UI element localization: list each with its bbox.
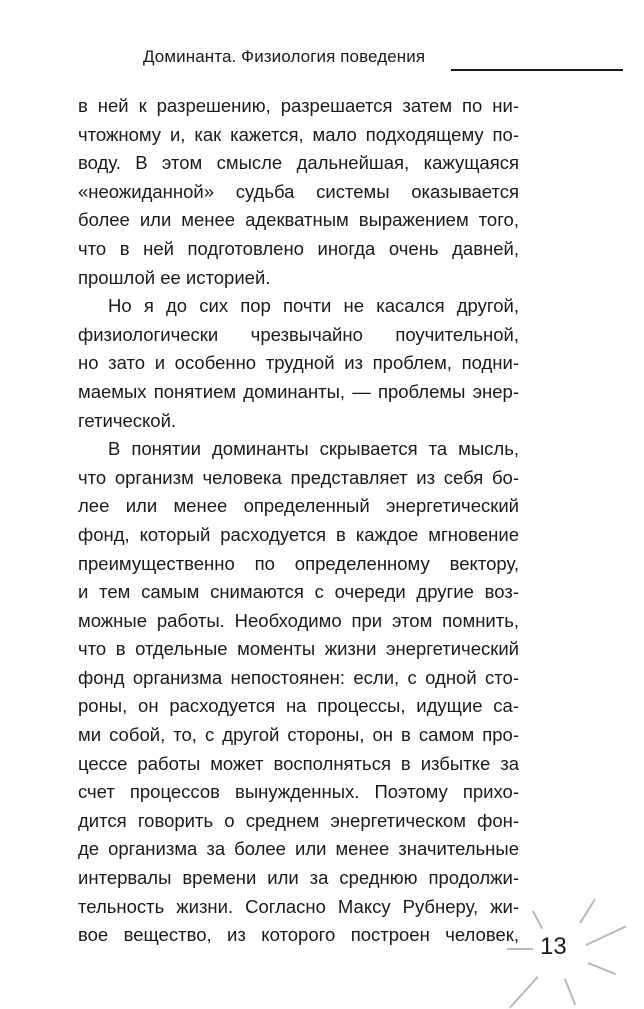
- page-number-ray: [532, 910, 543, 928]
- text-line: но зато и особенно трудной из проблем, подни-: [78, 352, 519, 374]
- text-line: тельность жизни. Согласно Максу Рубнеру, жи-: [78, 895, 519, 917]
- page-number-ray: [564, 978, 576, 1005]
- page-number-ray: [509, 976, 538, 1008]
- page-number-ray: [586, 925, 627, 945]
- text-line: прошлой ее историей.: [78, 266, 271, 288]
- page-number-ray: [507, 948, 533, 950]
- page-number: 13: [540, 933, 567, 960]
- text-line: маемых понятием доминанты, — проблемы энер-: [78, 380, 519, 402]
- text-line: вое вещество, из которого построен человек,: [78, 924, 519, 946]
- text-line: что организм человека представляет из себя бо-: [78, 466, 519, 488]
- text-line: чтожному и, как кажется, мало подходящему по-: [78, 123, 519, 145]
- text-line: физиологически чрезвычайно поучительной,: [78, 323, 519, 345]
- text-line: роны, он расходуется на процессы, идущие са-: [78, 695, 519, 717]
- text-line: что в ней подготовлено иногда очень давней,: [78, 237, 519, 259]
- text-line: лее или менее определенный энергетический: [78, 495, 519, 517]
- text-line: В понятии доминанты скрывается та мысль,: [108, 438, 519, 460]
- text-line: Но я до сих пор почти не касался другой,: [108, 295, 519, 317]
- text-line: и тем самым снимаются с очереди другие воз-: [78, 581, 519, 603]
- header-rule: [451, 69, 623, 71]
- text-line: что в отдельные моменты жизни энергетический: [78, 638, 519, 660]
- text-line: счет процессов вынужденных. Поэтому прихо-: [78, 781, 519, 803]
- text-line: можные работы. Необходимо при этом помнить,: [78, 609, 519, 631]
- text-line: фонд, который расходуется в каждое мгновение: [78, 523, 519, 545]
- text-line: более или менее адекватным выражением того,: [78, 209, 519, 231]
- text-line: воду. В этом смысле дальнейшая, кажущаяся: [78, 152, 519, 174]
- text-line: цессе работы может восполняться в избытке за: [78, 752, 519, 774]
- text-line: «неожиданной» судьба системы оказывается: [78, 180, 519, 202]
- text-line: гетической.: [78, 409, 177, 431]
- text-line: фонд организма непостоянен: если, с одной сто-: [78, 666, 519, 688]
- running-title: Доминанта. Физиология поведения: [143, 47, 426, 66]
- page-number-ray: [588, 962, 616, 975]
- body-text: [78, 92, 519, 950]
- text-line: интервалы времени или за среднюю продолжи-: [78, 867, 519, 889]
- text-line: де организма за более или менее значительные: [78, 838, 519, 860]
- text-line: преимущественно по определенному вектору,: [78, 552, 519, 574]
- text-line: в ней к разрешению, разрешается затем по ни-: [78, 95, 519, 116]
- text-line: дится говорить о среднем энергетическом фон-: [78, 809, 519, 831]
- page-number-ray: [579, 899, 595, 924]
- text-line: ми собой, то, с другой стороны, он в самом про-: [78, 724, 519, 746]
